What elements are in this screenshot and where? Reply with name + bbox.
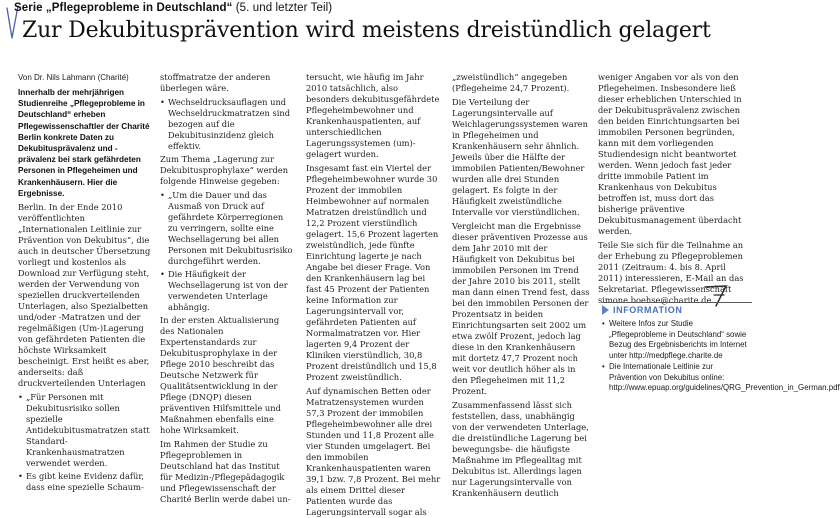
body-paragraph: Vergleicht man die Ergebnisse dieser präventiven Prozesse aus dem Jahr 2010 mit der Häufigkeit von Dekubitus bei immobilen Personen im Trend der Jahre 2010 bis 2011, stellt man dann einen Trend fest, dass bei den immobilen Personen der Prozentsatz in beiden Einrichtungsarten seit 2002 um etwa zwölf Prozent, jedoch lag diese in den Krankenhäusern mit dortetz 47,7 Prozent noch weit vor deutlich höher als in den Pflegeheimen mit 11,2 Prozent.: [452, 221, 590, 396]
article-column-1: [18, 72, 152, 493]
body-paragraph: tersucht, wie häufig im Jahr 2010 tatsächlich, also besonders dekubitusgefährdete Pflegeheimbewohner und Krankenhauspatienten, auf unterschiedlichen Lagerungssystemen (um)-gelagert wurden.: [306, 72, 440, 159]
bullet-item: • Wechseldrucksauflagen und Wechseldruckmatratzen sind bezogen auf die Dekubitusinzidenz gleich effektiv.: [168, 97, 294, 152]
information-box: [602, 302, 840, 395]
series-part: (5. und letzter Teil): [232, 2, 333, 14]
body-paragraph: Zusammenfassend lässt sich feststellen, dass, unabhängig von der verwendeten Unterlage, die dreistündliche Lagerung bei bewegungsbe- die häufigste Maßnahme im Pflegealltag mit Dekubitus ist. Allerdings lagen nur Lagerungsintervalle von Krankenhäusern deutlich: [452, 400, 589, 498]
bullet-item: • Die Häufigkeit der Wechsellagerung ist von der verwendeten Unterlage abhängig.: [168, 269, 294, 313]
article-column-4: [452, 72, 590, 498]
body-paragraph: Im Rahmen der Studie zu Pflegeproblemen in Deutschland hat das Institut für Medizin-/Pflegepädagogik und Pflegewissenschaft der Charité Berlin werde dabei un-: [160, 439, 291, 504]
bullet-item: • „Für Personen mit Dekubitusrisiko sollen spezielle Antidekubitusmatratzen statt Standard-Krankenhausmatratzen verwendet werden.: [26, 392, 152, 469]
information-item: • Die Internationale Leitlinie zur Prävention von Dekubitus online: http://www.epuap.org/guidelines/QRG_Prevention_in_German.pdf: [602, 362, 752, 394]
bullet-list: [160, 190, 294, 313]
information-header: [602, 302, 752, 315]
bullet-item: • Es gibt keine Evidenz dafür, dass eine spezielle Schaum-: [26, 471, 152, 493]
article-column-3: [306, 72, 442, 517]
bullet-item: • „Um die Dauer und das Ausmaß von Druck auf gefährdete Körperregionen zu verringern, sollte eine Wechsellagerung bei allen Personen mit Dekubitusrisiko durchgeführt werden.: [168, 190, 294, 267]
body-paragraph: Auf dynamischen Betten oder Matratzensystemen wurden 57,3 Prozent der immobilen Pflegeheimbewohner alle drei Stunden und 11,8 Prozent alle vier Stunden umgelagert. Bei den immobilen Krankenhauspatienten waren 39,1 bzw. 7,8 Prozent. Bei mehr als einem Drittel dieser Patienten wurde das Lagerungsintervall sogar als: [306, 386, 441, 517]
information-list: [602, 319, 840, 394]
article-column-2: [160, 72, 294, 504]
triangle-arrow-icon: [602, 305, 609, 315]
series-name: Serie „Pflegeprobleme in Deutschland“: [14, 2, 233, 14]
article-headline: Zur Dekubitusprävention wird meistens dreistündlich gelagert: [22, 18, 711, 43]
body-paragraph: Teile Sie sich für die Teilnahme an der Erhebung zu Pflegeproblemen 2011 (Zeitraum: 4. bis 8. April 2011) interessieren, E-Mail an das Sekretariat. Pflegewissenschaft simone.boehse@charite.de.: [598, 240, 744, 305]
body-paragraph: weniger Angaben vor als von den Pflegeheimen. Insbesondere ließ dieser erheblichen Unterschied in der Dekubitusprävalenz zwischen den beiden Einrichtungsarten bei immobilen Personen begründen, kann mit dem vorliegenden Studiendesign nicht beantwortet werden. Wenn jedoch fast jeder dritte immobile Patient im Krankenhaus von Dekubitus betroffen ist, muss dort das bisherige präventive Dekubitusmanagement überdacht werden.: [598, 72, 742, 236]
body-paragraph: Zum Thema „Lagerung zur Dekubitusprophylaxe“ werden folgende Hinweise gegeben:: [160, 154, 289, 186]
body-paragraph: „zweistündlich“ angegeben (Pflegeheime 24,7 Prozent).: [452, 72, 570, 93]
bullet-list: [18, 392, 152, 493]
lead-paragraph: Innerhalb der mehrjährigen Studienreihe „Pflegeprobleme in Deutschland“ erheben Pflegewissenschaftler der Charité Berlin konkrete Daten zu Dekubitusprävalenz und -prävalenz bei stark gefährdeten Personen in Pflegeheimen und Krankenhäusern. Hier die Ergebnisse.: [18, 88, 150, 198]
information-title: INFORMATION: [613, 305, 683, 315]
series-label: [14, 2, 332, 14]
bullet-list: [160, 97, 294, 152]
byline: Von Dr. Nils Lahmann (Charité): [18, 73, 129, 82]
body-paragraph: In der ersten Aktualisierung des Nationalen Expertenstandards zur Dekubitusprophylaxe in der Pflege 2010 beschreibt das Deutsche Netzwerk für Qualitätsentwicklung in der Pflege (DNQP) diesen präventiven Hilfsmittele und Maßnahmen ebenfalls eine hohe Wirksamkeit.: [160, 315, 281, 435]
body-paragraph: stoffmatratze der anderen überlegen wäre.: [160, 72, 271, 93]
body-paragraph: Berlin. In der Ende 2010 veröffentlichten „Internationalen Leitlinie zur Prävention von Dekubitus“, die auch in deutscher Übersetzung vorliegt und kostenlos als Download zur Verfügung steht, werden der Verwendung von speziellen druckverteilenden Unterlagen, also Spezialbetten und/oder -Matratzen und der regelmäßigen (Um-)Lagerung von gefährdeten Patienten die höchste Wirksamkeit bescheinigt. Erst heißt es aber, anderseits: daß druckverteilenden Unterlagen: [18, 202, 151, 389]
article-column-5: [598, 72, 746, 305]
body-paragraph: Die Verteilung der Lagerungsintervalle auf Weichlagerungssystemen waren in Pflegeheimen und Krankenhäusern sehr ähnlich. Jeweils über die Hälfte der immobilen Patienten/Bewohner wurden alle drei Stunden gelagert. Es folgte in der Häufigkeit zweistündliche Intervalle vor vierstündlichen.: [452, 97, 588, 217]
body-paragraph: Insgesamt fast ein Viertel der Pflegeheimbewohner wurde 30 Prozent der immobilen Heimbewohner auf normalen Matratzen dreistündlich und 12,2 Prozent vierstündlich gelagert. 15,6 Prozent lagerten zweistündlich, jede fünfte Einrichtung lagerte je nach Angabe bei dieser Frage. Von den Krankenhäusern lag bei fast 45 Prozent der Patienten keine Information zur Lagerungsintervall vor, gefährdeten Patienten auf Normalmatratzen vor. Hier lagerten 9,4 Prozent der Kliniken vierstündlich, 30,8 Prozent dreistündlich und 15,8 Prozent zweistündlich.: [306, 163, 439, 382]
information-item: • Weitere Infos zur Studie „Pflegeprobleme in Deutschland“ sowie Bezug des Ergebnisberichts im Internet unter http://medpflege.charite.de: [602, 319, 752, 361]
